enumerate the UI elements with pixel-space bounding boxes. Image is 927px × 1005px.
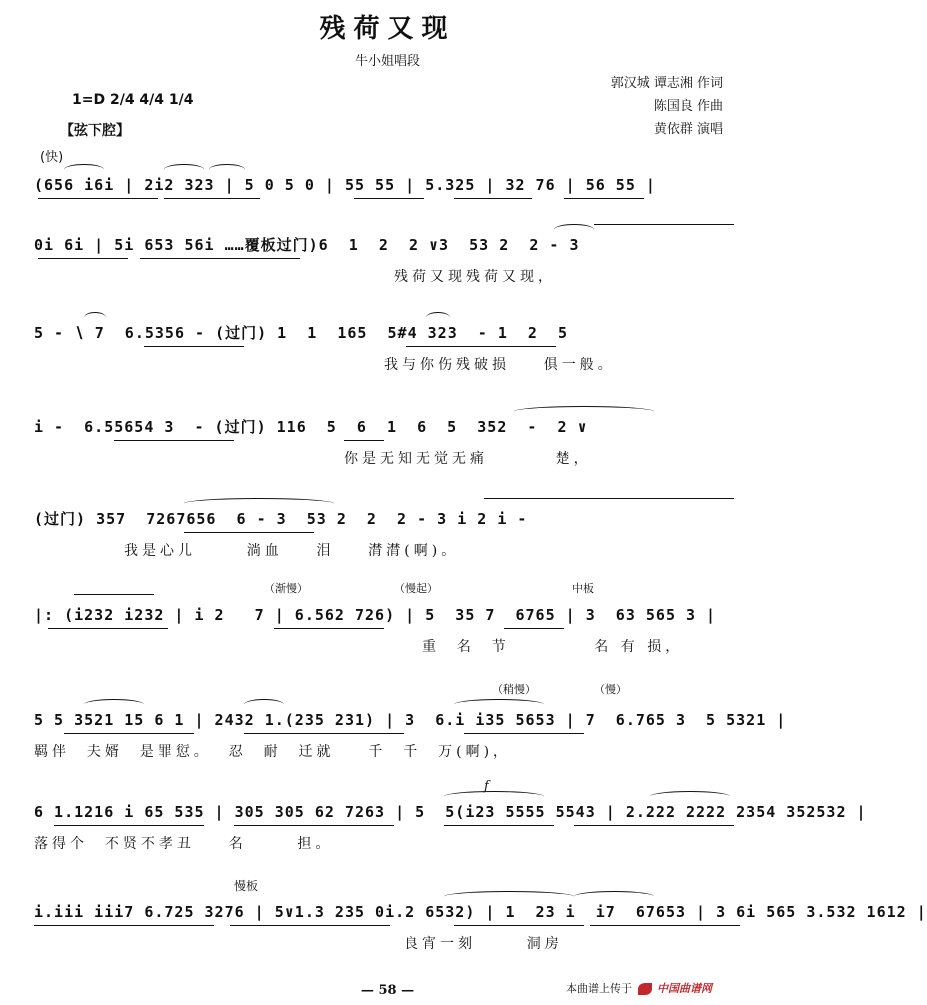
slur: [484, 498, 734, 505]
underline: [54, 825, 204, 826]
underline: [164, 198, 260, 199]
underline: [38, 198, 158, 199]
key-signature: 1=D 2/4 4/4 1/4: [72, 92, 194, 108]
notes: 5 5 3521 15 6 1 | 2432 1.(235 231) | 3 6.i i35 5653 | 7 6.765 3 5 5321 |: [34, 711, 787, 729]
lyric: 良宵一刻 洞房: [404, 936, 563, 952]
underline: [464, 733, 584, 734]
lyric: 你是无知无觉无痛 楚，: [344, 451, 592, 467]
lyric: 羁伴 夫婿 是罪愆。 忍 耐 迁就 千 千 万(啊)，: [34, 744, 512, 760]
subtitle: 牛小姐唱段: [354, 54, 420, 69]
underline: [354, 198, 424, 199]
lyric: 重 名 节 名 有 损，: [422, 639, 684, 655]
credit-composer: 陈国良 作曲: [653, 99, 723, 114]
underline: [144, 346, 244, 347]
notes: 0i 6i | 5i 653 56i ……覆板过门)6 1 2 2 ∨3 53 2 2 - 3: [34, 236, 580, 254]
underline: [590, 925, 740, 926]
underline: [244, 733, 404, 734]
lyric: 我与你伤残破损 俱一般。: [384, 357, 616, 373]
tempo-mark-jianman: （渐慢）: [264, 582, 308, 595]
underline: [34, 925, 214, 926]
credit-singer: 黄依群 演唱: [653, 122, 723, 137]
notes: (656 i6i | 2i2 323 | 5 0 5 0 | 55 55 | 5.325 | 32 76 | 56 55 |: [34, 176, 656, 194]
site-name[interactable]: 中国曲谱网: [657, 982, 712, 995]
underline: [140, 258, 300, 259]
slur: [594, 224, 734, 231]
slur: [74, 594, 154, 601]
credit-lyricist: 郭汉城 谭志湘 作词: [610, 76, 723, 91]
underline: [274, 628, 384, 629]
tempo-mark-kuai: (快): [40, 150, 64, 165]
notes: i.iii iii7 6.725 3276 | 5∨1.3 235 0i.2 6532) | 1 23 i i7 67653 | 3 6i 565 3.532 1612 |: [34, 903, 927, 921]
underline: [344, 440, 384, 441]
underline: [184, 532, 314, 533]
lyric: 落得个 不贤不孝丑 名 担。: [34, 836, 334, 852]
underline: [230, 925, 390, 926]
page-title: 残荷又现: [319, 14, 456, 44]
notes: (过门) 357 7267656 6 - 3 53 2 2 2 - 3 i 2 i -: [34, 510, 528, 528]
site-logo-icon: [638, 983, 652, 995]
lyric: 我是心儿 淌血 泪 潸潸(啊)。: [124, 543, 460, 559]
tempo-mark-shaoman: （稍慢）: [492, 683, 536, 696]
page-number: — 58 —: [360, 983, 415, 998]
underline: [38, 258, 128, 259]
upload-credit: [566, 980, 712, 996]
underline: [454, 198, 532, 199]
underline: [564, 198, 644, 199]
banqiang-label: 【弦下腔】: [60, 123, 130, 139]
notes: i - 6.55654 3 - (过门) 116 5 6 1 6 5 352 - 2 ∨: [34, 418, 588, 436]
notes: |: (i232 i232 | i 2 7 | 6.562 726) | 5 35 7 6765 | 3 63 565 3 |: [34, 606, 717, 624]
tempo-mark-manban: 慢板: [234, 879, 259, 893]
underline: [504, 628, 564, 629]
underline: [444, 825, 554, 826]
underline: [114, 440, 234, 441]
tempo-mark-zhongban: 中板: [572, 582, 594, 595]
underline: [454, 925, 584, 926]
underline: [64, 733, 194, 734]
dynamic-mark-f: f: [484, 779, 489, 794]
underline: [234, 825, 394, 826]
underline: [48, 628, 168, 629]
tempo-mark-manqi: （慢起）: [394, 582, 438, 595]
underline: [574, 825, 734, 826]
upload-text: 本曲谱上传于: [566, 982, 632, 995]
notes: 6 1.1216 i 65 535 | 305 305 62 7263 | 5 5(i23 5555 5543 | 2.222 2222 2354 352532 |: [34, 803, 867, 821]
tempo-mark-man: （慢）: [594, 683, 627, 696]
lyric: 残荷又现残荷又现，: [394, 269, 556, 285]
notes: 5 - ∖ 7 6.5356 - (过门) 1 1 165 5#4 323 - 1 2 5: [34, 324, 569, 342]
underline: [406, 346, 556, 347]
